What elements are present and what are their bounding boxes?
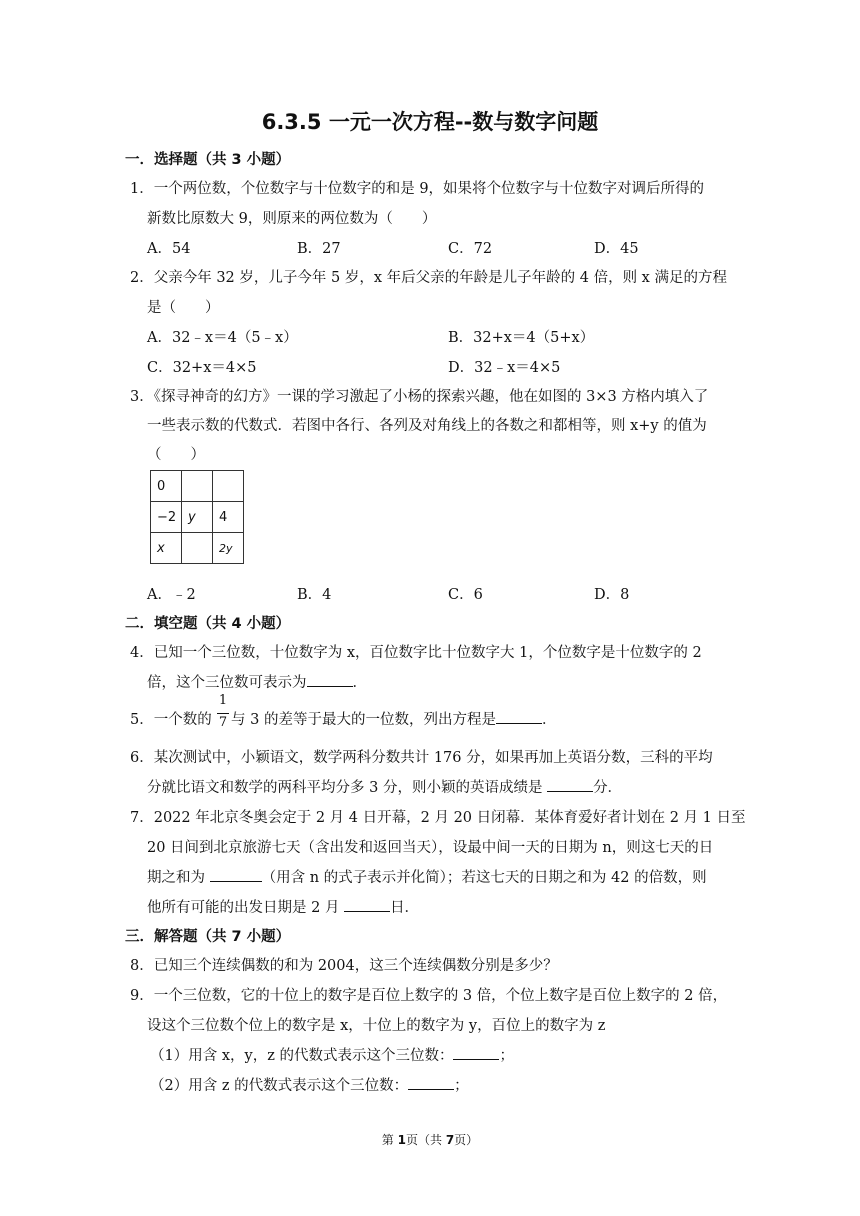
fraction-denominator: 7 [218, 715, 228, 730]
q6-text-line2-start: 分就比语文和数学的两科平均分多 3 分，则小颖的英语成绩是 [147, 780, 548, 796]
q9-sub1-end: ； [499, 1048, 514, 1064]
q5-text-after-fraction [231, 708, 556, 729]
q6-text-line2-end: 分． [593, 780, 623, 796]
q1-text-line1: 1．一个两位数，个位数字与十位数字的和是 9，如果将个位数字与十位数字对调后所得的 [130, 181, 705, 197]
q3-option-c: C．6 [448, 587, 483, 603]
q1-option-d: D．45 [594, 241, 639, 257]
grid-cell: 2y [213, 533, 244, 564]
q3-option-b: B．4 [297, 587, 332, 603]
q7-text-line3 [147, 866, 707, 887]
q7-text-line3-start: 期之和为 [147, 870, 210, 886]
q2-text-line2: 是（ ） [147, 300, 220, 316]
q2-option-c: C．32+x＝4×5 [147, 360, 257, 376]
q6-text-line1: 6．某次测试中，小颖语文，数学两科分数共计 176 分，如果再加上英语分数，三科的平均 [130, 750, 713, 766]
fraction-bar [217, 713, 229, 714]
q6-text-line2 [147, 776, 622, 797]
q9-text-line1: 9．一个三位数，它的十位上的数字是百位上数字的 3 倍，个位上数字是百位上数字的 2 倍， [130, 988, 728, 1004]
q7-text-line4-start: 他所有可能的出发日期是 2 月 [147, 900, 345, 916]
q3-text-line2: 一些表示数的代数式．若图中各行、各列及对角线上的各数之和都相等，则 x+y 的值为 [147, 418, 707, 434]
grid-cell [182, 533, 213, 564]
q9-text-line2: 设这个三位数个位上的数字是 x，十位上的数字为 y，百位上的数字为 z [147, 1018, 606, 1034]
answer-blank [210, 869, 262, 882]
grid-cell [182, 471, 213, 502]
grid-cell: y [182, 502, 213, 533]
q4-text-line2-end: ． [352, 675, 367, 691]
q7-text-line4 [147, 896, 419, 917]
q2-text-line1: 2．父亲今年 32 岁，儿子今年 5 岁，x 年后父亲的年龄是儿子年龄的 4 倍，则 x 满足的方程 [130, 270, 727, 286]
section-answer-heading: 三．解答题（共 7 小题） [125, 929, 291, 945]
q7-text-line1: 7．2022 年北京冬奥会定于 2 月 4 日开幕，2 月 20 日闭幕．某体育爱好者计划在 2 月 1 日至 [130, 810, 746, 826]
q1-option-c: C．72 [448, 241, 493, 257]
answer-blank [307, 674, 353, 687]
footer-page-number: 1 [397, 1133, 406, 1147]
answer-blank [453, 1047, 499, 1060]
page-footer [0, 1131, 860, 1148]
q4-text-line2-start: 倍，这个三位数可表示为 [147, 675, 307, 691]
q1-text-line2: 新数比原数大 9，则原来的两位数为（ ） [147, 211, 437, 227]
q7-text-line4-end: 日． [390, 900, 420, 916]
grid-cell: 0 [151, 471, 182, 502]
q1-option-a: A．54 [147, 241, 191, 257]
footer-total-pages: 7 [445, 1133, 455, 1147]
footer-middle: 页（共 [405, 1133, 446, 1147]
q3-text-line3: （ ） [147, 447, 205, 463]
q9-sub1-text: （1）用含 x，y，z 的代数式表示这个三位数： [150, 1048, 454, 1064]
q9-sub2 [150, 1074, 469, 1095]
grid-cell: −2 [151, 502, 182, 533]
section-fill-heading: 二．填空题（共 4 小题） [125, 616, 291, 632]
q9-sub2-text: （2）用含 z 的代数式表示这个三位数： [150, 1078, 409, 1094]
grid-cell [213, 471, 244, 502]
magic-square-grid [150, 470, 244, 564]
q9-sub2-end: ； [454, 1078, 469, 1094]
section-choice-heading: 一．选择题（共 3 小题） [125, 152, 291, 168]
q7-text-line3-end: （用含 n 的式子表示并化简）；若这七天的日期之和为 42 的倍数，则 [261, 870, 707, 886]
q3-text-line1: 3．《探寻神奇的幻方》一课的学习激起了小杨的探索兴趣，他在如图的 3×3 方格内填入了 [130, 389, 709, 405]
q4-text-line1: 4．已知一个三位数，十位数字为 x，百位数字比十位数字大 1，个位数字是十位数字的 2 [130, 645, 702, 661]
fraction-numerator: 1 [218, 693, 228, 708]
grid-cell: x [151, 533, 182, 564]
q2-option-a: A．32﹣x＝4（5﹣x） [147, 330, 298, 346]
q5-text-end: ． [541, 712, 557, 728]
q9-sub1 [150, 1044, 514, 1065]
q7-text-line2: 20 日间到北京旅游七天（含出发和返回当天），设最中间一天的日期为 n，则这七天的日 [147, 840, 714, 856]
q4-text-line2 [147, 671, 367, 692]
answer-blank [408, 1077, 454, 1090]
answer-blank [496, 711, 542, 724]
q3-option-d: D．8 [594, 587, 630, 603]
page-title: 6.3.5 一元一次方程--数与数字问题 [261, 110, 599, 134]
answer-blank [547, 779, 593, 792]
q1-option-b: B．27 [297, 241, 341, 257]
footer-suffix: 页） [454, 1133, 479, 1147]
q5-text-before-fraction: 5．一个数的 [130, 712, 212, 728]
footer-prefix: 第 [381, 1133, 398, 1147]
q2-option-b: B．32+x＝4（5+x） [448, 330, 595, 346]
answer-blank [344, 899, 390, 912]
q2-option-d: D．32﹣x＝4×5 [448, 360, 561, 376]
q8-text-line1: 8．已知三个连续偶数的和为 2004，这三个连续偶数分别是多少？ [130, 958, 558, 974]
grid-cell: 4 [213, 502, 244, 533]
q5-text-main: 与 3 的差等于最大的一位数，列出方程是 [231, 712, 496, 728]
q3-option-a: A．﹣2 [147, 587, 196, 603]
